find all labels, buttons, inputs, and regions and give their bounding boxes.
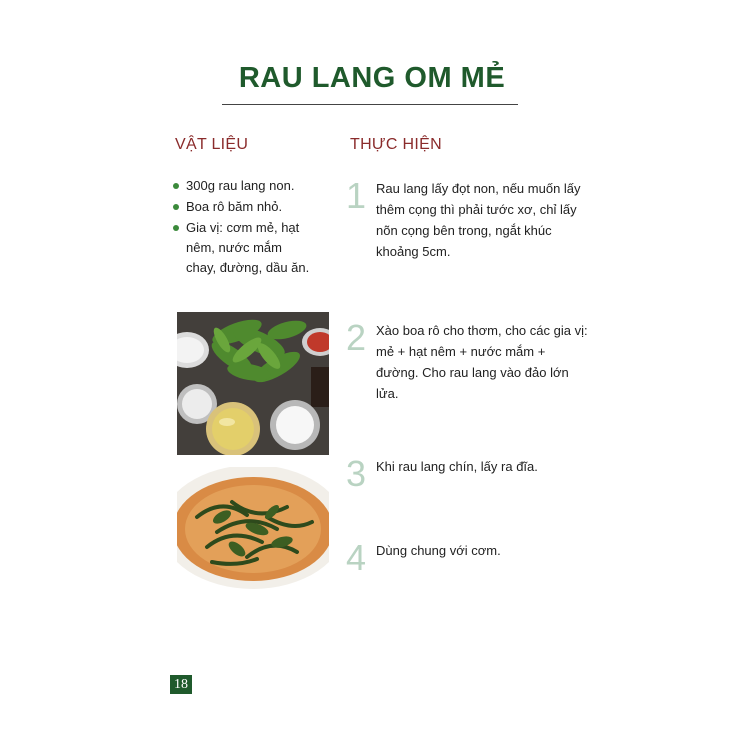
ingredients-list <box>170 176 310 279</box>
recipe-title: RAU LANG OM MẺ <box>238 62 506 94</box>
step-number: 2 <box>346 317 367 358</box>
step-text: Rau lang lấy đọt non, nếu muốn lấy thêm cọng thì phải tước xơ, chỉ lấy nõn cọng bên trong, ngắt khúc khoảng 5cm. <box>376 181 581 259</box>
steps-heading: THỰC HIỆN <box>350 136 442 153</box>
ingredients-heading: VẬT LIỆU <box>175 136 249 153</box>
step-number: 1 <box>346 175 367 216</box>
ingredients-photo <box>177 312 329 455</box>
bullet-icon <box>173 225 179 231</box>
page-number: 18 <box>170 675 192 694</box>
step-number: 3 <box>346 453 367 494</box>
title-underline <box>222 104 518 105</box>
step-number: 4 <box>346 537 367 578</box>
ingredient-item: Boa rô băm nhỏ. <box>170 197 310 217</box>
bullet-icon <box>173 183 179 189</box>
step-text: Xào boa rô cho thơm, cho các gia vị: mẻ + hạt nêm + nước mắm + đường. Cho rau lang vào đảo lớn lửa. <box>376 323 588 401</box>
step-text: Khi rau lang chín, lấy ra đĩa. <box>376 459 538 474</box>
ingredient-item: 300g rau lang non. <box>170 176 310 196</box>
bullet-icon <box>173 204 179 210</box>
ingredient-item: Gia vị: cơm mẻ, hạt nêm, nước mắm chay, đường, dầu ăn. <box>170 218 310 278</box>
step-text: Dùng chung với cơm. <box>376 543 501 558</box>
finished-dish-photo <box>177 467 329 593</box>
